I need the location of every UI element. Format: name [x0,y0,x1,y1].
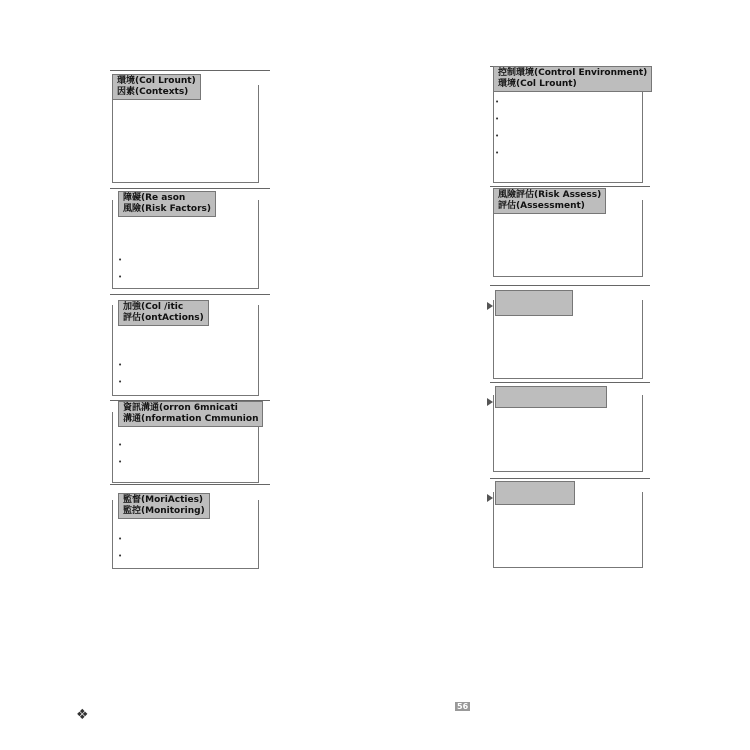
section-header [118,401,263,427]
section-rule [490,186,650,187]
section-header [495,290,573,316]
body-text [495,98,499,175]
content-box [493,82,643,183]
section-header-line: 風險評估(Risk Assess) [498,190,602,200]
text-line: • [118,551,123,560]
text-line [495,141,499,150]
section-rule [490,382,650,383]
section-header-line: 溝通(nformation Cmmunion [123,414,259,424]
text-line [118,239,122,248]
footer-ornament-icon: ❖ [76,707,89,723]
text-line: • [118,440,123,449]
text-line [118,466,122,475]
text-line [495,158,499,167]
section-header-line: 評估(Assessment) [498,201,585,211]
section-rule [490,478,650,479]
section-header-line: 障礙(Re ason [123,193,186,203]
text-line: • [495,98,500,106]
page-number: 56 [457,702,469,711]
section-rule [110,188,270,189]
section-header-line: 環境(Col Lrount) [117,76,196,86]
text-line: • [118,360,123,369]
section-rule [110,294,270,295]
text-line [495,166,499,175]
text-line: • [495,115,500,123]
text-line: • [118,273,123,281]
pointer-arrow-icon [487,398,493,406]
section-header [118,300,209,326]
section-header-line: 監督(MoriActies) [123,495,204,505]
pointer-arrow-icon [487,494,493,502]
text-line [495,124,499,133]
section-header [118,191,216,217]
text-line [118,526,122,535]
pointer-arrow-icon [487,302,493,310]
text-line: • [495,132,500,140]
section-header [118,493,210,519]
text-line [118,449,122,458]
page-footer [455,702,473,711]
text-line [118,265,122,274]
text-line [495,107,499,116]
section-header-line: 控制環境(Control Environment) [498,68,648,78]
section-header-line: 監控(Monitoring) [123,506,205,516]
section-header-line: 資訊溝通(orron 6mnicati [123,403,238,413]
right-column [375,0,750,750]
text-line [118,335,122,344]
body-text [118,526,122,560]
section-header [112,74,201,100]
text-line: • [118,457,123,466]
section-rule [490,285,650,286]
section-header [493,188,606,214]
section-header-line: 評估(ontActions) [123,313,204,323]
text-line: • [118,256,123,264]
section-header [493,66,652,92]
section-header [495,386,607,408]
text-line [118,344,122,353]
text-line [118,369,122,378]
text-line [118,543,122,552]
text-line: • [118,377,123,386]
section-rule [110,484,270,485]
text-line [118,248,122,257]
body-text [118,432,122,475]
section-header-line: 風險(Risk Factors) [123,204,212,214]
text-line [118,231,122,240]
text-line [118,432,122,441]
section-header-line: 因素(Contexts) [117,87,189,97]
section-header-line: 環境(Col Lrount) [498,79,577,89]
text-line: • [495,149,500,157]
section-header-line: 加強(Col /itic [123,302,184,312]
text-line [118,222,122,231]
text-line [118,352,122,361]
body-text [118,222,122,282]
body-text [118,335,122,386]
section-header [495,481,575,505]
section-rule [110,70,270,71]
text-line: • [118,534,123,543]
footer-line [455,702,473,711]
